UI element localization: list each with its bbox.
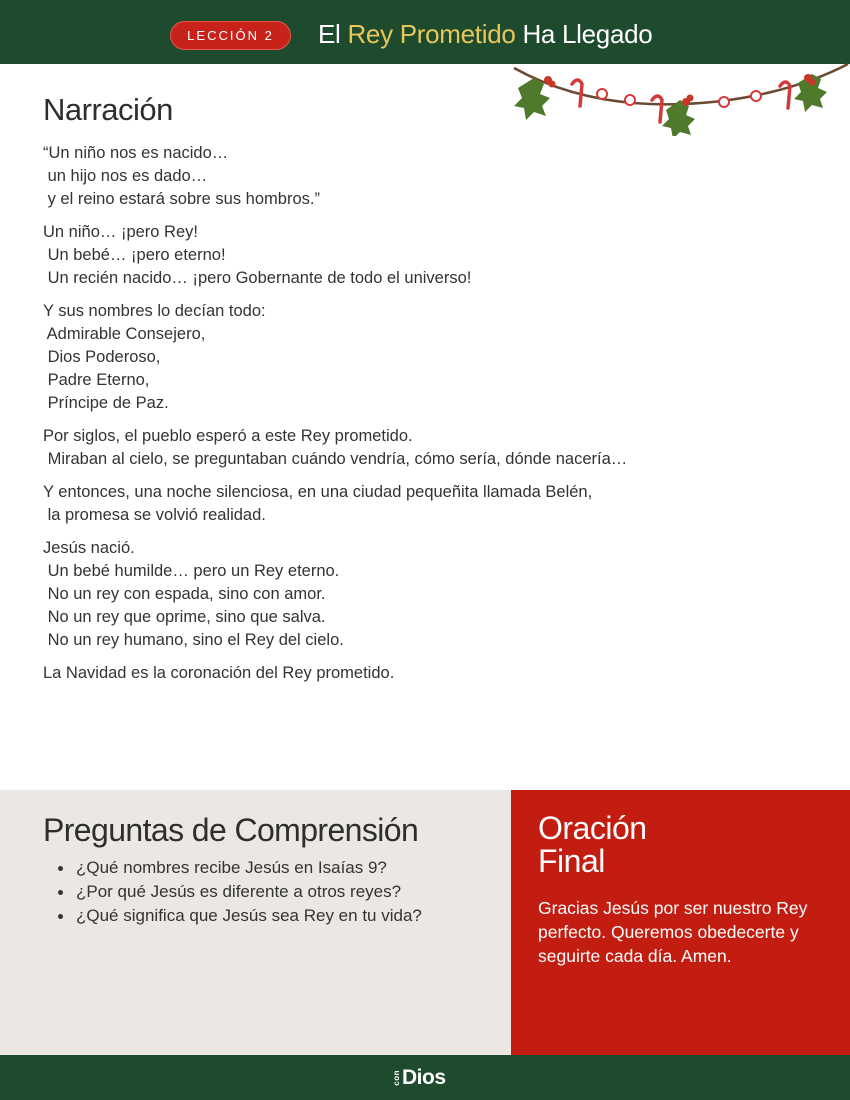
narration-paragraph	[43, 425, 823, 471]
narration-line: Miraban al cielo, se preguntaban cuándo vendría, cómo sería, dónde nacería…	[43, 450, 628, 468]
question-item	[58, 904, 422, 928]
logo-main-text: Dios	[402, 1066, 446, 1089]
prayer-title	[538, 812, 647, 878]
question-text: ¿Por qué Jesús es diferente a otros reyes?	[76, 882, 402, 901]
narration-line: No un rey con espada, sino con amor.	[43, 585, 326, 603]
narration-line: Un bebé… ¡pero eterno!	[43, 246, 226, 264]
narration-title: Narración	[43, 92, 173, 127]
footer-bar	[0, 1055, 850, 1100]
christmas-garland-icon	[512, 60, 850, 136]
question-text: ¿Qué nombres recibe Jesús en Isaías 9?	[76, 858, 387, 877]
narration-paragraph	[43, 221, 823, 290]
bullet-icon	[58, 890, 63, 895]
narration-paragraph	[43, 300, 823, 415]
question-item	[58, 880, 422, 904]
questions-panel	[0, 790, 511, 1055]
title-highlight: Rey Prometido	[347, 19, 516, 49]
questions-list	[58, 856, 422, 928]
logo-small-text: con	[392, 1070, 401, 1086]
narration-line: Y sus nombres lo decían todo:	[43, 302, 266, 320]
narration-line: la promesa se volvió realidad.	[43, 506, 266, 524]
narration-line: y el reino estará sobre sus hombros.”	[43, 190, 320, 208]
narration-line: No un rey que oprime, sino que salva.	[43, 608, 326, 626]
lesson-badge: LECCIÓN 2	[170, 21, 291, 50]
narration-line: un hijo nos es dado…	[43, 167, 208, 185]
narration-line: Por siglos, el pueblo esperó a este Rey prometido.	[43, 427, 413, 445]
question-item	[58, 856, 422, 880]
prayer-title-line1: Oración	[538, 810, 647, 846]
prayer-title-line2: Final	[538, 843, 605, 879]
narration-line: Príncipe de Paz.	[43, 394, 169, 412]
narration-paragraph	[43, 142, 823, 211]
narration-line: Un bebé humilde… pero un Rey eterno.	[43, 562, 340, 580]
narration-line: Dios Poderoso,	[43, 348, 161, 366]
condios-logo	[392, 1066, 446, 1090]
prayer-body: Gracias Jesús por ser nuestro Rey perfecto. Queremos obedecerte y seguirte cada día. Amen.	[538, 898, 808, 966]
page-title	[318, 19, 652, 50]
narration-line: “Un niño nos es nacido…	[43, 144, 229, 162]
narration-paragraph	[43, 481, 823, 527]
narration-line: Jesús nació.	[43, 539, 135, 557]
title-pre: El	[318, 19, 348, 49]
header-bar	[0, 0, 850, 64]
title-post: Ha Llegado	[515, 19, 653, 49]
bullet-icon	[58, 914, 63, 919]
bullet-icon	[58, 866, 63, 871]
narration-line: Un recién nacido… ¡pero Gobernante de todo el universo!	[43, 269, 472, 287]
narration-paragraph	[43, 662, 823, 685]
prayer-panel	[511, 790, 850, 1055]
narration-line: Admirable Consejero,	[43, 325, 206, 343]
questions-title: Preguntas de Comprensión	[43, 812, 419, 848]
narration-body	[43, 142, 823, 695]
narration-line: Padre Eterno,	[43, 371, 150, 389]
narration-line: No un rey humano, sino el Rey del cielo.	[43, 631, 344, 649]
narration-paragraph	[43, 537, 823, 652]
narration-line: Un niño… ¡pero Rey!	[43, 223, 198, 241]
question-text: ¿Qué significa que Jesús sea Rey en tu vida?	[76, 906, 422, 925]
narration-line: La Navidad es la coronación del Rey prometido.	[43, 664, 395, 682]
narration-line: Y entonces, una noche silenciosa, en una ciudad pequeñita llamada Belén,	[43, 483, 593, 501]
